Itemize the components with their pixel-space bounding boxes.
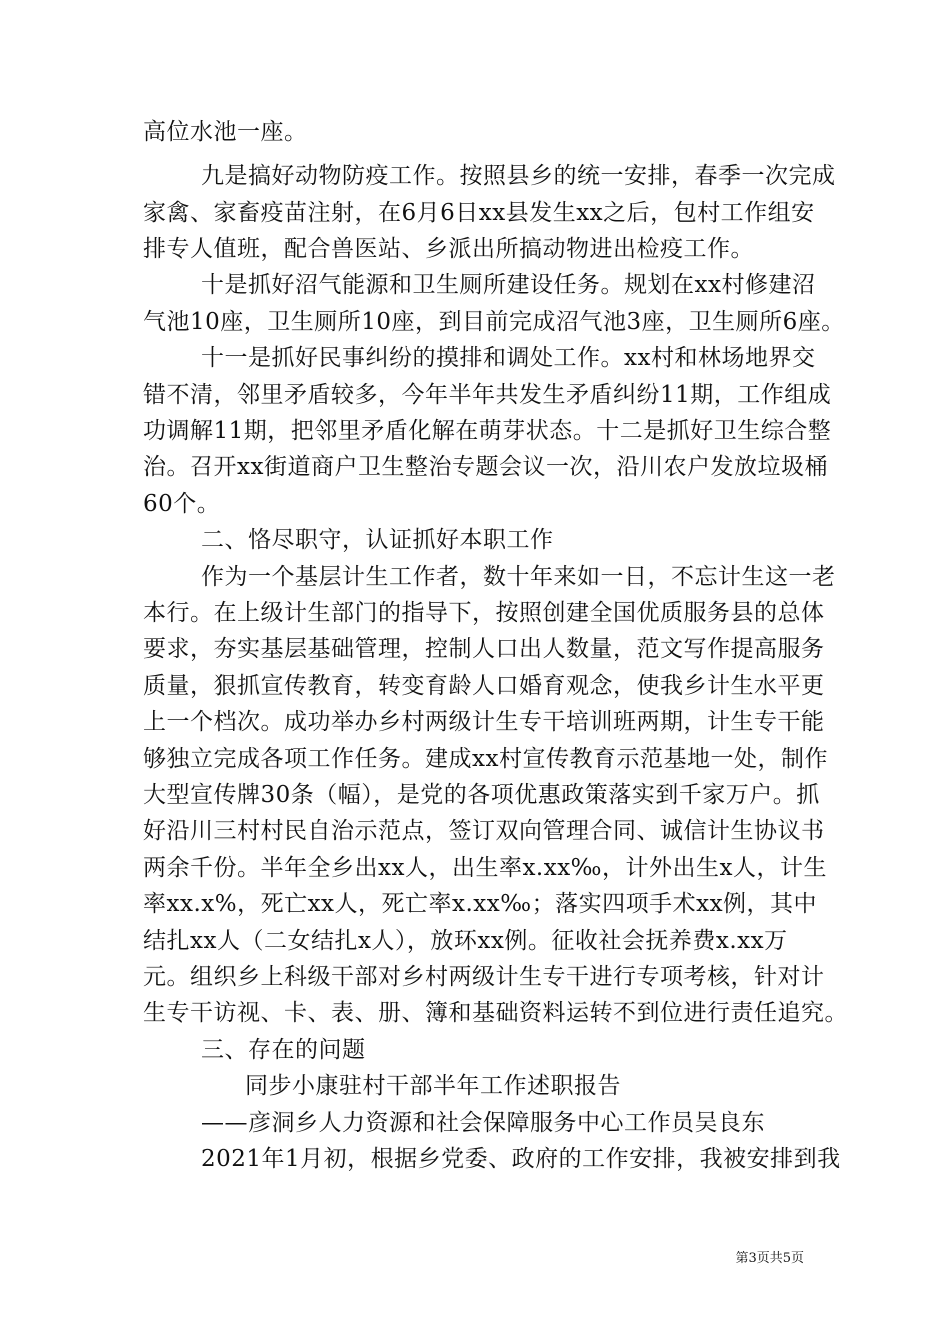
paragraph-line: 上一个档次。成功举办乡村两级计生专干培训班两期，计生专干能 bbox=[143, 709, 825, 735]
paragraph-line: 高位水池一座。 bbox=[143, 119, 308, 145]
paragraph-line: 率xx.x%，死亡xx人，死亡率x.xx‰；落实四项手术xx例，其中 bbox=[143, 891, 818, 917]
paragraph-line: 大型宣传牌30条（幅），是党的各项优惠政策落实到千家万户。抓 bbox=[143, 782, 820, 808]
report-title: 同步小康驻村干部半年工作述职报告 bbox=[245, 1073, 621, 1099]
paragraph-line: 九是搞好动物防疫工作。按照县乡的统一安排，春季一次完成 bbox=[201, 163, 836, 189]
paragraph-line: 生专干访视、卡、表、册、簿和基础资料运转不到位进行责任追究。 bbox=[143, 1000, 848, 1026]
paragraph-line: 治。召开xx街道商户卫生整治专题会议一次，沿川农户发放垃圾桶 bbox=[143, 454, 828, 480]
paragraph-line: 错不清，邻里矛盾较多，今年半年共发生矛盾纠纷11期，工作组成 bbox=[143, 382, 832, 408]
paragraph-line: 质量，狠抓宣传教育，转变育龄人口婚育观念，使我乡计生水平更 bbox=[143, 673, 825, 699]
paragraph-line: 功调解11期，把邻里矛盾化解在萌芽状态。十二是抓好卫生综合整 bbox=[143, 418, 832, 444]
paragraph-line: 要求，夯实基层基础管理，控制人口出人数量，范文写作提高服务 bbox=[143, 636, 825, 662]
paragraph-line: 本行。在上级计生部门的指导下，按照创建全国优质服务县的总体 bbox=[143, 600, 825, 626]
page-number: 第3页共5页 bbox=[735, 1251, 804, 1266]
paragraph-line: 十是抓好沼气能源和卫生厕所建设任务。规划在xx村修建沼 bbox=[201, 272, 816, 298]
report-author: ——彦洞乡人力资源和社会保障服务中心工作员吴良东 bbox=[201, 1110, 765, 1136]
paragraph-line: 十一是抓好民事纠纷的摸排和调处工作。xx村和林场地界交 bbox=[201, 345, 816, 371]
paragraph-line: 元。组织乡上科级干部对乡村两级计生专干进行专项考核，针对计 bbox=[143, 964, 825, 990]
paragraph-line: 家禽、家畜疫苗注射，在6月6日xx县发生xx之后，包村工作组安 bbox=[143, 200, 815, 226]
section-heading: 三、存在的问题 bbox=[201, 1037, 366, 1063]
paragraph-line: 结扎xx人（二女结扎x人），放环xx例。征收社会抚养费x.xx万 bbox=[143, 928, 788, 954]
paragraph-line: 排专人值班，配合兽医站、乡派出所搞动物进出检疫工作。 bbox=[143, 236, 754, 262]
paragraph-line: 2021年1月初，根据乡党委、政府的工作安排，我被安排到我 bbox=[201, 1146, 841, 1172]
paragraph-line: 好沿川三村村民自治示范点，签订双向管理合同、诚信计生协议书 bbox=[143, 818, 825, 844]
paragraph-line: 作为一个基层计生工作者，数十年来如一日，不忘计生这一老 bbox=[201, 564, 836, 590]
paragraph-line: 两余千份。半年全乡出xx人，出生率x.xx‰，计外出生x人，计生 bbox=[143, 855, 827, 881]
section-heading: 二、恪尽职守，认证抓好本职工作 bbox=[201, 527, 554, 553]
paragraph-line: 60个。 bbox=[143, 491, 221, 517]
paragraph-line: 够独立完成各项工作任务。建成xx村宣传教育示范基地一处，制作 bbox=[143, 746, 828, 772]
paragraph-line: 气池10座，卫生厕所10座，到目前完成沼气池3座，卫生厕所6座。 bbox=[143, 309, 845, 335]
